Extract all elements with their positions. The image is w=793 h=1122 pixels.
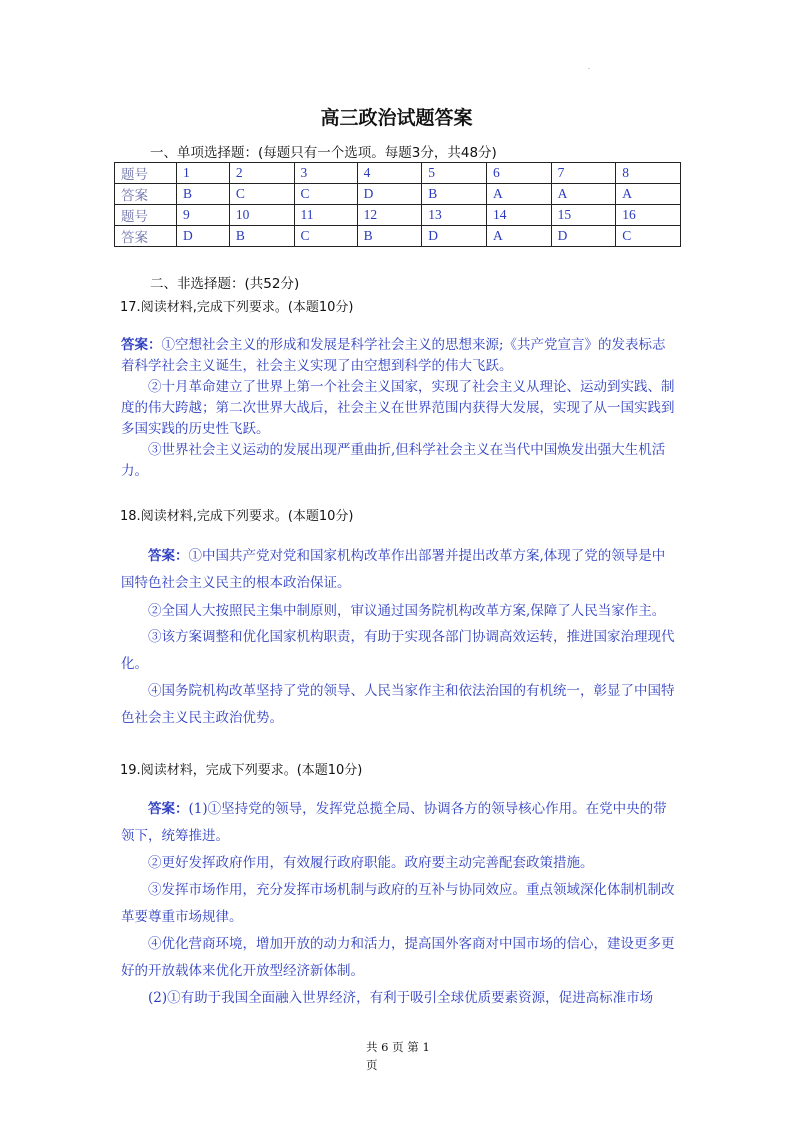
q17-prompt <box>120 296 354 315</box>
table-cell: 7 <box>551 163 616 184</box>
table-row <box>115 205 681 226</box>
q18-answer-text: ①中国共产党对党和国家机构改革作出部署并提出改革方案,体现了党的领导是中国特色社会主义民主的根本政治保证。 <box>121 548 666 591</box>
table-cell: 15 <box>551 205 616 226</box>
table-cell: D <box>551 226 616 247</box>
table-header-cell: 答案 <box>115 184 177 205</box>
q19-prompt-text: 阅读材料，完成下列要求。(本题10分) <box>140 763 363 778</box>
q19-answer-p5: (2)①有助于我国全面融入世界经济，有利于吸引全球优质要素资源，促进高标准市场 <box>148 990 654 1006</box>
q18-number: 18. <box>120 509 141 524</box>
q17-answer-p1 <box>121 335 677 377</box>
table-row <box>115 184 681 205</box>
q19-number: 19. <box>120 763 141 778</box>
q17-answer-p3: ③世界社会主义运动的发展出现严重曲折,但科学社会主义在当代中国焕发出强大生机活力。 <box>121 442 666 479</box>
q17-number: 17. <box>120 300 141 315</box>
table-cell: 14 <box>486 205 551 226</box>
table-cell: 16 <box>616 205 681 226</box>
table-cell: 9 <box>177 205 230 226</box>
section1-heading: 一、单项选择题：(每题只有一个选项。每题3分，共48分) <box>150 145 497 161</box>
q19-answer-p1 <box>121 796 677 850</box>
q17-answer-p2: ②十月革命建立了世界上第一个社会主义国家，实现了社会主义从理论、运动到实践、制度的伟大跨越；第二次世界大战后，社会主义在世界范围内获得大发展，实现了从一国实践到多国实践的历史性飞跃。 <box>121 379 675 437</box>
table-cell: 8 <box>616 163 681 184</box>
q18-answer-p1 <box>121 543 677 597</box>
table-cell: 3 <box>294 163 357 184</box>
q19-answer-p3: ③发挥市场作用，充分发挥市场机制与政府的互补与协同效应。重点领域深化体制机制改革要尊重市场规律。 <box>121 882 675 925</box>
q18-answer-p3: ③该方案调整和优化国家机构职责，有助于实现各部门协调高效运转，推进国家治理现代化。 <box>121 629 675 672</box>
q19-answer-p2: ②更好发挥政府作用，有效履行政府职能。政府要主动完善配套政策措施。 <box>148 855 594 871</box>
table-cell: C <box>294 184 357 205</box>
table-cell: B <box>177 184 230 205</box>
q19-answer-text: (1)①坚持党的领导，发挥党总揽全局、协调各方的领导核心作用。在党中央的带领下，统筹推进。 <box>121 801 667 844</box>
table-cell: 6 <box>486 163 551 184</box>
q19-answer-p4: ④优化营商环境，增加开放的动力和活力，提高国外客商对中国市场的信心，建设更多更好的开放载体来优化开放型经济新体制。 <box>121 936 675 979</box>
q18-answer-p2: ②全国人大按照民主集中制原则，审议通过国务院机构改革方案,保障了人民当家作主。 <box>148 603 666 619</box>
table-cell: C <box>294 226 357 247</box>
page-footer-line2: 页 <box>366 1058 378 1072</box>
q19-answer-label: 答案： <box>148 801 189 817</box>
q18-prompt <box>120 505 354 524</box>
q18-prompt-text: 阅读材料,完成下列要求。(本题10分) <box>140 509 354 524</box>
page-footer-line1: 共 6 页 第 1 <box>366 1040 430 1054</box>
table-cell: D <box>177 226 230 247</box>
q17-answer-text: ①空想社会主义的形成和发展是科学社会主义的思想来源;《共产党宣言》的发表标志着科学社会主义诞生，社会主义实现了由空想到科学的伟大飞跃。 <box>121 337 666 374</box>
answer-table <box>114 162 681 247</box>
table-cell: D <box>357 184 422 205</box>
section2-heading: 二、非选择题：(共52分) <box>150 276 300 292</box>
table-cell: 5 <box>422 163 487 184</box>
table-header-cell: 答案 <box>115 226 177 247</box>
table-header-cell: 题号 <box>115 205 177 226</box>
q17-prompt-text: 阅读材料,完成下列要求。(本题10分) <box>140 300 354 315</box>
q18-answer-p4: ④国务院机构改革坚持了党的领导、人民当家作主和依法治国的有机统一，彰显了中国特色社会主义民主政治优势。 <box>121 683 675 726</box>
table-cell: 13 <box>422 205 487 226</box>
table-cell: C <box>616 226 681 247</box>
table-cell: 2 <box>229 163 294 184</box>
table-cell: A <box>486 226 551 247</box>
table-cell: 12 <box>357 205 422 226</box>
table-cell: A <box>616 184 681 205</box>
corner-dot: . <box>588 64 590 71</box>
q18-answer-label: 答案： <box>148 548 189 564</box>
page-title: 高三政治试题答案 <box>320 107 473 129</box>
table-cell: C <box>229 184 294 205</box>
table-cell: 10 <box>229 205 294 226</box>
table-cell: 1 <box>177 163 230 184</box>
table-cell: D <box>422 226 487 247</box>
table-row <box>115 226 681 247</box>
table-header-cell: 题号 <box>115 163 177 184</box>
table-cell: B <box>357 226 422 247</box>
table-cell: 11 <box>294 205 357 226</box>
table-row <box>115 163 681 184</box>
table-cell: A <box>486 184 551 205</box>
table-cell: B <box>422 184 487 205</box>
table-cell: B <box>229 226 294 247</box>
q19-prompt <box>120 759 362 778</box>
table-cell: A <box>551 184 616 205</box>
table-cell: 4 <box>357 163 422 184</box>
q17-answer-label: 答案： <box>121 337 162 353</box>
